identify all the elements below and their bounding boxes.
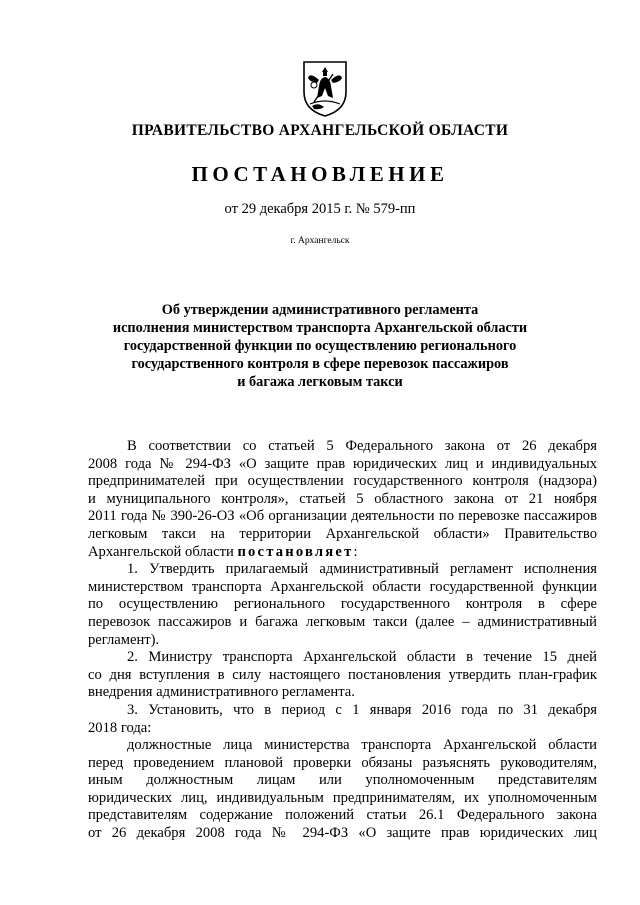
body-line: 1. Утвердить прилагаемый административный регламент исполнения <box>127 561 597 578</box>
title-line: государственного контроля в сфере перевозок пассажиров <box>131 356 509 372</box>
body-line: предпринимателей при осуществлении государственного контроля (надзора) <box>88 473 597 490</box>
body-line: и муниципального контроля», статьей 5 областного закона от 21 ноября <box>88 490 597 507</box>
body-line: 2008 года № 294-ФЗ «О защите прав юридических лиц и индивидуальных <box>88 455 597 472</box>
body-line: должностные лица министерства транспорта Архангельской области <box>127 737 597 754</box>
body-line: регламент). <box>88 631 160 648</box>
decree-line <box>88 544 597 562</box>
body-line: перевозок пассажиров и багажа легковым такси (далее – административный <box>88 613 597 630</box>
body-line: легковым такси на территории Архангельской области» Правительство <box>88 525 597 542</box>
body-line: со дня вступления в силу настоящего постановления утвердить план-график <box>88 666 597 683</box>
body-line: внедрения административного регламента. <box>88 684 355 701</box>
body-line: перед проведением плановой проверки обязаны разъяснять руководителям, <box>88 754 597 771</box>
body-line: юридических лиц, индивидуальным предпринимателям, их уполномоченным <box>88 789 597 806</box>
title-line: Об утверждении административного регламента <box>161 302 479 318</box>
government-name: ПРАВИТЕЛЬСТВО АРХАНГЕЛЬСКОЙ ОБЛАСТИ <box>131 122 509 139</box>
document-type: ПОСТАНОВЛЕНИЕ <box>191 162 449 186</box>
body-line: по осуществлению регионального государственного контроля в сфере <box>88 596 597 613</box>
body-line: В соответствии со статьей 5 Федерального закона от 26 декабря <box>127 438 597 454</box>
decree-word: постановляет <box>237 543 354 560</box>
body-line: 2. Министру транспорта Архангельской области в течение 15 дней <box>127 649 597 666</box>
title-line: и багажа легковым такси <box>237 374 403 390</box>
document-title <box>100 301 540 391</box>
document-body <box>88 438 597 843</box>
decree-suffix: : <box>353 543 358 560</box>
body-line: министерством транспорта Архангельской области государственной функции <box>88 578 597 595</box>
document-date-number: от 29 декабря 2015 г. № 579-пп <box>224 201 416 217</box>
body-line: представителям содержание положений статьи 26.1 Федерального закона <box>88 807 597 824</box>
body-line: 3. Установить, что в период с 1 января 2016 года по 31 декабря <box>127 701 597 718</box>
coat-of-arms-emblem <box>300 58 350 118</box>
title-line: государственной функции по осуществлению регионального <box>123 338 517 354</box>
body-line: 2018 года: <box>88 719 152 736</box>
decree-prefix: Архангельской области <box>88 543 238 560</box>
body-line: иным должностным лицам или уполномоченным представителям <box>88 772 597 789</box>
body-line: от 26 декабря 2008 года № 294-ФЗ «О защите прав юридических лиц <box>88 825 597 842</box>
body-line: 2011 года № 390-26-ОЗ «Об организации деятельности по перевозке пассажиров <box>88 508 597 525</box>
document-city: г. Архангельск <box>290 236 350 246</box>
title-line: исполнения министерством транспорта Архангельской области <box>112 320 528 336</box>
